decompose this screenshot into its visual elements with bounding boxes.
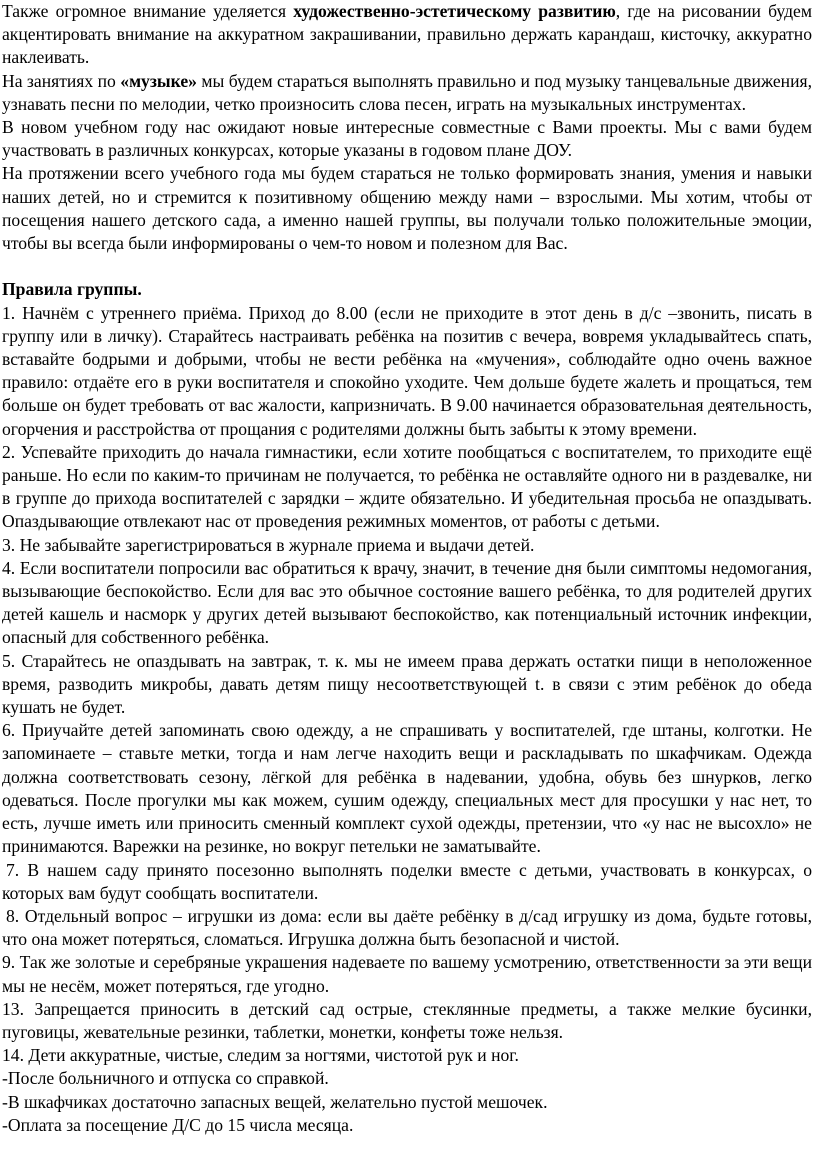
rule-item-13: 13. Запрещается приносить в детский сад острые, стеклянные предметы, а также мелкие бусинки, пуговицы, жевательные резинки, таблетки, монетки, конфеты тоже нельзя. [2, 998, 812, 1042]
intro-paragraph-art-bold: художественно-эстетическому развитию [293, 1, 616, 21]
blank-line [2, 255, 812, 278]
rule-item-4: 4. Если воспитатели попросили вас обратиться к врачу, значит, в течение дня были симптомы недомогания, вызывающие беспокойство. Если для вас это обычное состояние вашего ребёнка, то для родителей других детей кашель и насморк у других детей вызывают беспокойство, как потенциальный источник инфекции, опасный для собственного ребёнка. [2, 557, 812, 648]
intro-paragraph-music-before: На занятиях по [2, 70, 121, 91]
intro-paragraph-music [2, 70, 812, 116]
rule-item-1: 1. Начнём с утреннего приёма. Приход до 8.00 (если не приходите в этот день в д/с –звонить, писать в группу или в личку). Старайтесь настраивать ребёнка на позитив с вечера, вовремя укладывайтесь спать, вставайте бодрыми и добрыми, чтобы не вести ребёнка на «мучения», соблюдайте одно очень важное правило: отдаёте его в руки воспитателя и спокойно уходите. Чем дольше будете жалеть и прощаться, тем больше он будет требовать от вас жалости, капризничать. В 9.00 начинается образовательная деятельность, огорчения и расстройства от прощания с родителями должны быть забыты к этому времени. [2, 302, 812, 439]
rule-item-7: 7. В нашем саду принято посезонно выполнять поделки вместе с детьми, участвовать в конкурсах, о которых вам будут сообщать воспитатели. [2, 859, 812, 903]
rule-note-lockers: -В шкафчиках достаточно запасных вещей, желательно пустой мешочек. [2, 1091, 548, 1112]
rule-note-sick-leave: -После больничного и отпуска со справкой. [2, 1068, 329, 1089]
rule-item-6: 6. Приучайте детей запоминать свою одежду, а не спрашивать у воспитателей, где штаны, колготки. Не запоминаете – ставьте метки, тогда и нам легче находить вещи и раскладывать по шкафчикам. Одежда должна соответствовать сезону, лёгкой для ребёнка в надевании, удобна, обувь без шнурков, легко одеваться. После прогулки мы как можем, сушим одежду, специальных мест для просушки у нас нет, то есть, лучше иметь или приносить сменный комплект сухой одежды, претензии, что «у нас не высохло» не принимаются. Варежки на резинке, но вокруг петельки не заматывайте. [2, 720, 812, 857]
rule-item-2: 2. Успевайте приходить до начала гимнастики, если хотите пообщаться с воспитателем, то приходите ещё раньше. Но если по каким-то причинам не получается, то ребёнка не оставляйте одного ни в раздевалке, ни в группе до прихода воспитателей с зарядки – ждите обязательно. И убедительная просьба не опаздывать. Опаздывающие отвлекают нас от проведения режимных моментов, от работы с детьми. [2, 441, 812, 532]
rule-item-14: 14. Дети аккуратные, чистые, следим за ногтями, чистотой рук и ног. [2, 1045, 519, 1066]
intro-paragraph-art [2, 0, 812, 70]
rule-item-3: 3. Не забывайте зарегистрироваться в журнале приема и выдачи детей. [2, 534, 535, 555]
intro-paragraph-music-after: мы будем стараться выполнять правильно и под музыку танцевальные движения, узнавать песни по мелодии, четко произносить слова песен, играть на музыкальных инструментах. [2, 70, 813, 114]
intro-paragraph-goals: На протяжении всего учебного года мы будем стараться не только формировать знания, умения и навыки наших детей, но и стремится к позитивному общению между нами – взрослыми. Мы хотим, чтобы от посещения нашего детского сада, а именно нашей группы, вы получали только положительные эмоции, чтобы вы всегда были информированы о чем-то новом и полезном для Вас. [2, 163, 812, 254]
rule-item-8: 8. Отдельный вопрос – игрушки из дома: если вы даёте ребёнку в д/сад игрушку из дома, будьте готовы, что она может потеряться, сломаться. Игрушка должна быть безопасной и чистой. [2, 905, 812, 950]
intro-paragraph-art-after: , где на рисовании будем акцентировать внимание на аккуратном закрашивании, правильно держать карандаш, кисточку, аккуратно наклеивать. [2, 1, 812, 68]
rules-heading [2, 278, 812, 301]
rule-item-9: 9. Так же золотые и серебряные украшения надеваете по вашему усмотрению, ответственности за эти вещи мы не несём, может потеряться, где угодно. [2, 952, 812, 996]
intro-paragraph-projects: В новом учебном году нас ожидают новые интересные совместные с Вами проекты. Мы с вами будем участвовать в различных конкурсах, которые указаны в годовом плане ДОУ. [2, 117, 812, 161]
intro-paragraph-art-before: Также огромное внимание уделяется [2, 1, 294, 21]
rule-note-payment: -Оплата за посещение Д/С до 15 числа месяца. [2, 1114, 354, 1135]
rule-item-5: 5. Старайтесь не опаздывать на завтрак, т. к. мы не имеем права держать остатки пищи в неположенное время, разводить микробы, давать детям пищу несоответствующей t. в связи с этим ребёнок до обеда кушать не будет. [2, 650, 812, 718]
rules-heading-text: Правила группы. [2, 279, 142, 300]
intro-paragraph-music-bold: «музыке» [120, 70, 197, 91]
